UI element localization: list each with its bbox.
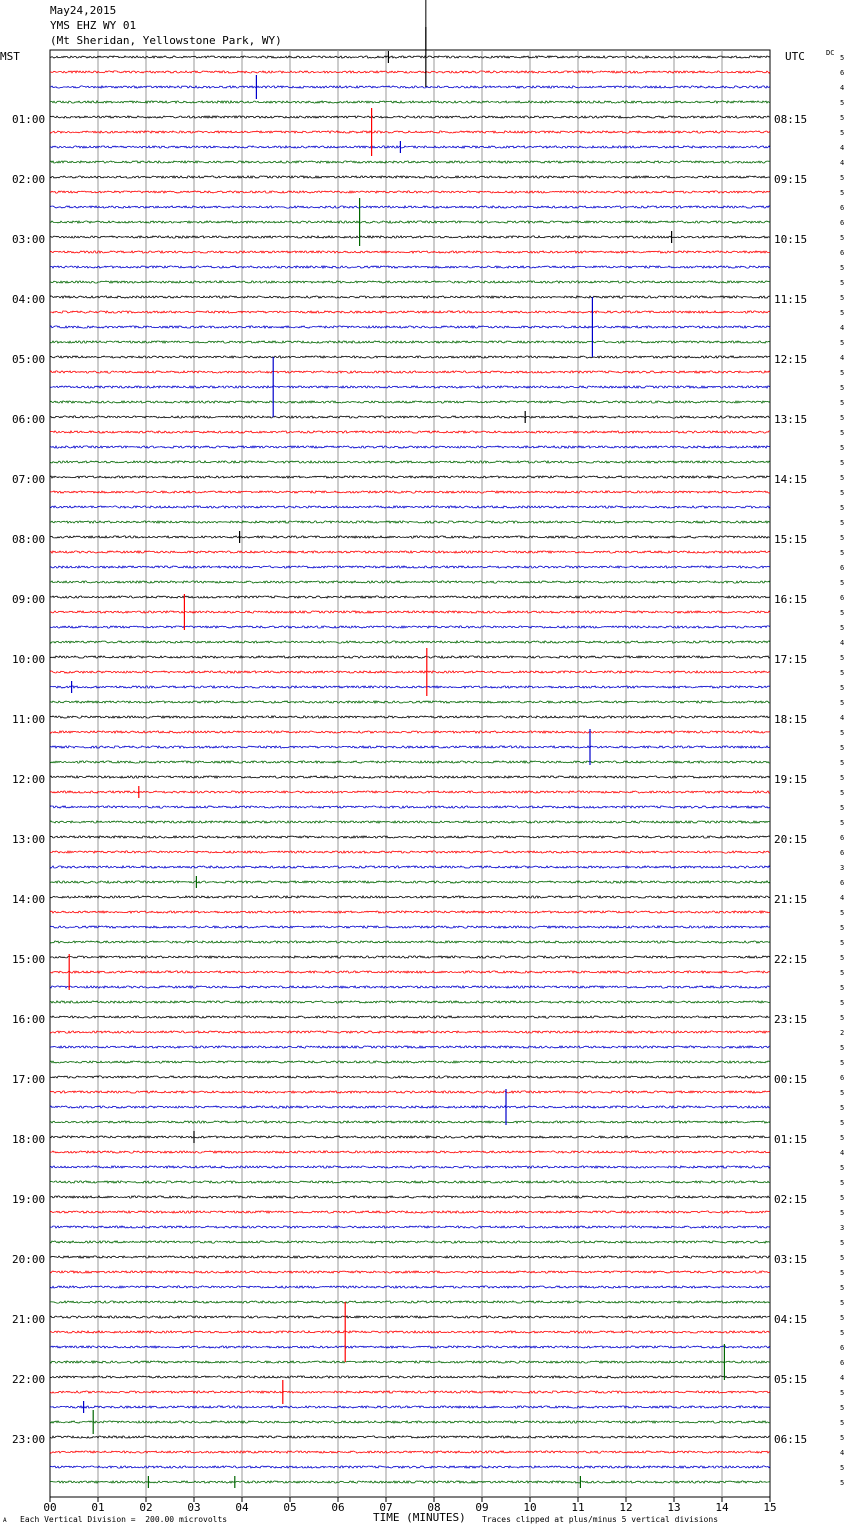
x-tick-label: 05 [283,1501,297,1514]
dc-offset-label: 5 [840,384,845,392]
seismic-trace [50,761,770,763]
seismic-trace [50,1361,770,1363]
dc-offset-label: 5 [840,504,845,512]
seismic-trace [50,476,770,478]
dc-offset-label: 5 [840,669,845,677]
dc-offset-label: 5 [840,129,845,137]
left-hour-label: 10:00 [12,653,46,666]
dc-offset-label: 5 [840,909,845,917]
dc-offset-label: 5 [840,1284,845,1292]
dc-offset-label: 5 [840,1389,845,1397]
left-hour-label: 07:00 [12,473,46,486]
dc-offset-label: 5 [840,804,845,812]
seismic-trace [50,1271,770,1273]
left-hour-label: 19:00 [12,1193,46,1206]
seismic-trace [50,641,770,643]
seismic-trace [50,611,770,613]
x-tick-label: 03 [187,1501,201,1514]
seismic-trace [50,71,770,73]
seismic-trace [50,971,770,973]
dc-offset-label: 5 [840,1254,845,1262]
seismic-trace [50,191,770,193]
seismic-trace [50,596,770,598]
seismic-trace [50,101,770,103]
seismic-trace [50,401,770,403]
right-hour-label: 19:15 [774,773,808,786]
seismic-trace [50,1481,770,1483]
seismic-trace [50,686,770,688]
dc-offset-label: 5 [840,1314,845,1322]
seismic-trace [50,791,770,793]
seismic-trace [50,176,770,178]
seismic-trace [50,206,770,208]
seismic-trace [50,911,770,913]
seismic-trace [50,671,770,673]
right-hour-label: 12:15 [774,353,808,366]
x-tick-label: 15 [763,1501,777,1514]
seismic-trace [50,236,770,238]
dc-offset-label: 5 [840,429,845,437]
right-hour-label: 00:15 [774,1073,808,1086]
right-hour-label: 21:15 [774,893,808,906]
seismic-trace [50,1061,770,1063]
x-tick-label: 04 [235,1501,249,1514]
seismic-trace [50,836,770,838]
dc-offset-label: 5 [840,609,845,617]
x-tick-label: 09 [475,1501,489,1514]
seismic-trace [50,821,770,823]
seismic-trace [50,416,770,418]
seismic-trace [50,1376,770,1378]
scale-note: Each Vertical Division = 200.00 microvolts [20,1515,228,1524]
right-hour-label: 16:15 [774,593,808,606]
dc-offset-label: 5 [840,1089,845,1097]
right-hour-label: 20:15 [774,833,808,846]
dc-offset-label: 5 [840,1194,845,1202]
seismic-trace [50,296,770,298]
seismic-trace [50,1301,770,1303]
dc-offset-label: 3 [840,864,845,872]
seismic-trace [50,56,770,58]
dc-offset-label: 4 [840,714,845,722]
seismic-trace [50,1106,770,1108]
x-axis-label: TIME (MINUTES) [373,1511,466,1524]
dc-offset-label: 5 [840,699,845,707]
right-hour-label: 02:15 [774,1193,808,1206]
seismic-trace [50,356,770,358]
seismic-trace [50,581,770,583]
x-tick-label: 14 [715,1501,729,1514]
left-hour-label: 18:00 [12,1133,46,1146]
dc-offset-label: 6 [840,204,845,212]
right-hour-label: 01:15 [774,1133,808,1146]
dc-offset-label: 5 [840,1419,845,1427]
dc-offset-label: 6 [840,69,845,77]
seismic-trace [50,1466,770,1468]
x-tick-label: 11 [571,1501,585,1514]
dc-offset-label: 5 [840,1134,845,1142]
seismic-trace [50,506,770,508]
seismic-trace [50,1031,770,1033]
dc-offset-label: 5 [840,984,845,992]
right-hour-label: 14:15 [774,473,808,486]
seismic-trace [50,896,770,898]
dc-offset-label: 5 [840,759,845,767]
dc-offset-label: 6 [840,594,845,602]
seismic-trace [50,431,770,433]
right-hour-label: 04:15 [774,1313,808,1326]
dc-offset-label: 5 [840,999,845,1007]
seismic-trace [50,1151,770,1153]
right-hour-label: 18:15 [774,713,808,726]
dc-offset-label: 5 [840,414,845,422]
right-hour-label: 15:15 [774,533,808,546]
seismic-trace [50,566,770,568]
left-hour-label: 12:00 [12,773,46,786]
right-hour-label: 03:15 [774,1253,808,1266]
seismic-trace [50,986,770,988]
dc-offset-label: 5 [840,744,845,752]
seismic-trace [50,1091,770,1093]
dc-offset-label: 6 [840,1359,845,1367]
seismic-trace [50,881,770,883]
seismic-trace [50,1046,770,1048]
dc-offset-label: 4 [840,324,845,332]
dc-offset-label: 4 [840,639,845,647]
seismic-trace [50,1121,770,1123]
dc-offset-label: 2 [840,1029,845,1037]
left-hour-label: 05:00 [12,353,46,366]
left-hour-label: 02:00 [12,173,46,186]
dc-offset-label: 5 [840,774,845,782]
header-location: (Mt Sheridan, Yellowstone Park, WY) [50,34,282,47]
dc-offset-label: 5 [840,54,845,62]
seismic-trace [50,536,770,538]
dc-offset-label: 5 [840,684,845,692]
dc-offset-label: 6 [840,834,845,842]
dc-offset-label: 6 [840,1344,845,1352]
left-hour-label: 23:00 [12,1433,46,1446]
left-hour-label: 03:00 [12,233,46,246]
dc-offset-label: 4 [840,159,845,167]
seismic-trace [50,746,770,748]
dc-offset-label: 5 [840,1299,845,1307]
dc-offset-label: 4 [840,84,845,92]
seismic-trace [50,1016,770,1018]
left-hour-label: 22:00 [12,1373,46,1386]
dc-offset-label: 5 [840,1329,845,1337]
corner-mark: A [3,1517,7,1524]
dc-offset-label: 5 [840,819,845,827]
right-hour-label: 17:15 [774,653,808,666]
seismic-trace [50,1421,770,1423]
left-hour-label: 14:00 [12,893,46,906]
dc-offset-label: 5 [840,1104,845,1112]
dc-offset-label: 5 [840,1119,845,1127]
seismic-trace [50,626,770,628]
seismic-trace [50,1076,770,1078]
left-hour-label: 01:00 [12,113,46,126]
dc-offset-label: 5 [840,1059,845,1067]
right-hour-label: 06:15 [774,1433,808,1446]
seismic-trace [50,521,770,523]
seismic-trace [50,311,770,313]
right-hour-label: 09:15 [774,173,808,186]
dc-offset-label: 5 [840,234,845,242]
x-tick-label: 07 [379,1501,393,1514]
dc-offset-label: 3 [840,1224,845,1232]
seismic-trace [50,776,770,778]
header-station: YMS EHZ WY 01 [50,19,137,32]
seismic-trace [50,221,770,223]
dc-offset-label: 5 [840,534,845,542]
dc-offset-label: 5 [840,789,845,797]
dc-offset-label: 4 [840,1149,845,1157]
seismic-trace [50,956,770,958]
seismic-trace [50,1166,770,1168]
seismic-trace [50,806,770,808]
dc-offset-label: 5 [840,1239,845,1247]
dc-offset-label: 6 [840,879,845,887]
seismic-trace [50,1451,770,1453]
x-tick-label: 08 [427,1501,441,1514]
dc-offset-label: 4 [840,1449,845,1457]
seismic-trace [50,1286,770,1288]
dc-offset-label: 5 [840,1479,845,1487]
x-tick-label: 06 [331,1501,345,1514]
seismic-trace [50,146,770,148]
x-tick-label: 13 [667,1501,681,1514]
seismic-trace [50,851,770,853]
dc-offset-label: 5 [840,624,845,632]
x-tick-label: 01 [91,1501,105,1514]
seismic-trace [50,1316,770,1318]
dc-offset-label: 5 [840,444,845,452]
right-hour-label: 05:15 [774,1373,808,1386]
left-hour-label: 06:00 [12,413,46,426]
right-hour-label: 08:15 [774,113,808,126]
seismic-trace [50,491,770,493]
seismic-trace [50,1196,770,1198]
dc-offset-label: 6 [840,249,845,257]
dc-offset-label: 5 [840,309,845,317]
seismic-trace [50,446,770,448]
dc-offset-label: 5 [840,954,845,962]
seismic-trace [50,131,770,133]
dc-offset-label: 5 [840,729,845,737]
right-hour-label: 23:15 [774,1013,808,1026]
dc-offset-label: 4 [840,354,845,362]
left-hour-label: 17:00 [12,1073,46,1086]
dc-offset-label: 5 [840,474,845,482]
dc-offset-label: 5 [840,1269,845,1277]
seismic-trace [50,701,770,703]
seismic-trace [50,116,770,118]
seismic-trace [50,731,770,733]
clip-note: Traces clipped at plus/minus 5 vertical divisions [482,1515,719,1524]
seismic-trace [50,716,770,718]
left-timezone-label: MST [0,50,20,63]
seismic-trace [50,1181,770,1183]
right-hour-label: 22:15 [774,953,808,966]
dc-offset-label: 5 [840,369,845,377]
right-hour-label: 11:15 [774,293,808,306]
dc-offset-label: 4 [840,894,845,902]
seismic-trace [50,941,770,943]
seismic-trace [50,326,770,328]
right-timezone-label: UTC [785,50,805,63]
dc-offset-label: 5 [840,579,845,587]
left-hour-label: 11:00 [12,713,46,726]
seismic-trace [50,386,770,388]
dc-offset-label: 5 [840,1179,845,1187]
seismic-trace [50,1346,770,1348]
dc-offset-label: 6 [840,564,845,572]
seismic-trace [50,1136,770,1138]
dc-offset-label: 5 [840,99,845,107]
left-hour-label: 04:00 [12,293,46,306]
dc-offset-label: 5 [840,339,845,347]
dc-label: DC [826,49,835,57]
dc-offset-label: 6 [840,1074,845,1082]
left-hour-label: 15:00 [12,953,46,966]
dc-offset-label: 5 [840,1434,845,1442]
seismic-trace [50,371,770,373]
x-tick-label: 12 [619,1501,633,1514]
seismic-trace [50,1226,770,1228]
dc-offset-label: 5 [840,1404,845,1412]
dc-offset-label: 5 [840,279,845,287]
dc-offset-label: 5 [840,939,845,947]
dc-offset-label: 5 [840,399,845,407]
right-hour-label: 13:15 [774,413,808,426]
left-hour-label: 13:00 [12,833,46,846]
dc-offset-label: 5 [840,654,845,662]
dc-offset-label: 5 [840,1044,845,1052]
seismic-trace [50,656,770,658]
dc-offset-label: 5 [840,1014,845,1022]
dc-offset-label: 5 [840,1209,845,1217]
dc-offset-label: 5 [840,174,845,182]
dc-offset-label: 5 [840,924,845,932]
seismic-trace [50,551,770,553]
seismic-trace [50,926,770,928]
seismic-trace [50,1436,770,1438]
seismic-trace [50,1256,770,1258]
dc-offset-label: 5 [840,1464,845,1472]
dc-offset-label: 5 [840,489,845,497]
x-tick-label: 02 [139,1501,153,1514]
seismic-trace [50,266,770,268]
seismic-trace [50,866,770,868]
dc-offset-label: 6 [840,219,845,227]
seismic-trace [50,1331,770,1333]
seismic-trace [50,161,770,163]
seismic-trace [50,1406,770,1408]
dc-offset-label: 5 [840,294,845,302]
dc-offset-label: 5 [840,114,845,122]
dc-offset-label: 4 [840,1374,845,1382]
x-tick-label: 00 [43,1501,57,1514]
seismic-trace [50,1211,770,1213]
dc-offset-label: 5 [840,549,845,557]
dc-offset-label: 4 [840,144,845,152]
seismic-trace [50,461,770,463]
left-hour-label: 09:00 [12,593,46,606]
seismic-trace [50,1001,770,1003]
left-hour-label: 08:00 [12,533,46,546]
seismic-trace [50,341,770,343]
left-hour-label: 20:00 [12,1253,46,1266]
dc-offset-label: 5 [840,519,845,527]
dc-offset-label: 5 [840,1164,845,1172]
seismic-trace [50,1391,770,1393]
seismic-trace [50,281,770,283]
header-date: May24,2015 [50,4,117,17]
dc-offset-label: 6 [840,849,845,857]
seismic-trace [50,1241,770,1243]
seismic-trace [50,251,770,253]
seismic-trace [50,86,770,88]
dc-offset-label: 5 [840,189,845,197]
x-tick-label: 10 [523,1501,537,1514]
right-hour-label: 10:15 [774,233,808,246]
left-hour-label: 16:00 [12,1013,46,1026]
dc-offset-label: 5 [840,969,845,977]
left-hour-label: 21:00 [12,1313,46,1326]
dc-offset-label: 5 [840,264,845,272]
dc-offset-label: 5 [840,459,845,467]
